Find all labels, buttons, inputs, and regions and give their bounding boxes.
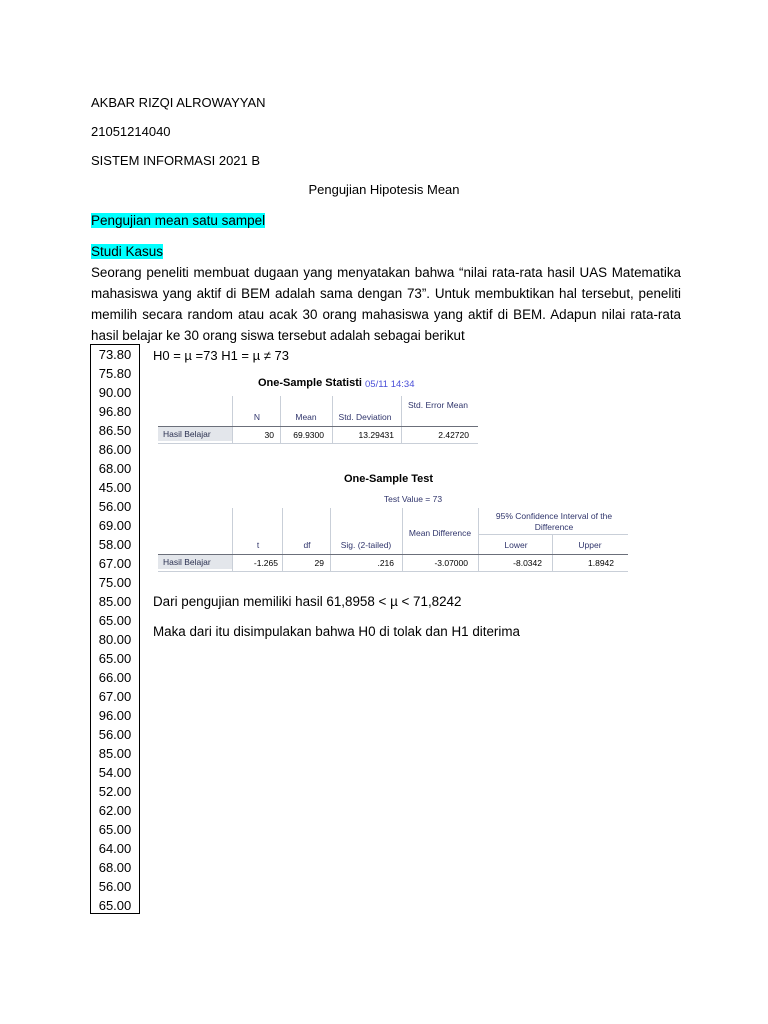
- data-value: 85.00: [98, 594, 132, 609]
- data-value: 69.00: [98, 518, 132, 533]
- data-value: 54.00: [98, 765, 132, 780]
- row-label-hasil-belajar: Hasil Belajar: [158, 555, 232, 569]
- case-study-heading: [91, 242, 163, 261]
- cell-df: 29: [314, 558, 324, 568]
- data-value: 65.00: [98, 613, 132, 628]
- data-values-list: [90, 344, 140, 914]
- data-value: 80.00: [98, 632, 132, 647]
- cell-std-deviation: 13.29431: [358, 430, 394, 440]
- cell-mean-difference: -3.07000: [434, 558, 468, 568]
- document-title: Pengujian Hipotesis Mean: [308, 182, 460, 197]
- test-value-header: Test Value = 73: [383, 494, 443, 504]
- divider: [232, 508, 233, 572]
- student-id: 21051214040: [91, 124, 171, 139]
- data-value: 58.00: [98, 537, 132, 552]
- col-header-df: df: [303, 540, 311, 550]
- data-value: 67.00: [98, 689, 132, 704]
- one-sample-test-table: [158, 470, 628, 574]
- divider: [158, 443, 478, 444]
- divider: [552, 534, 553, 572]
- test-table-title: One-Sample Test: [344, 473, 434, 485]
- cell-lower: -8.0342: [513, 558, 542, 568]
- cell-upper: 1.8942: [588, 558, 614, 568]
- data-value: 67.00: [98, 556, 132, 571]
- ci-header: 95% Confidence Interval of the Difference: [495, 511, 613, 532]
- divider: [478, 534, 628, 535]
- divider: [478, 508, 479, 572]
- case-study-heading-text: Studi Kasus: [91, 244, 164, 259]
- data-value: 45.00: [98, 480, 132, 495]
- one-sample-statistics-table: [158, 374, 488, 446]
- cell-t: -1.265: [253, 558, 278, 568]
- data-value: 64.00: [98, 841, 132, 856]
- data-value: 96.80: [98, 404, 132, 419]
- cell-sig: .216: [377, 558, 394, 568]
- hypothesis-statement: H0 = µ =73 H1 = µ ≠ 73: [153, 348, 289, 363]
- data-value: 52.00: [98, 784, 132, 799]
- cell-mean: 69.9300: [293, 430, 324, 440]
- data-value: 85.00: [98, 746, 132, 761]
- col-header-t: t: [256, 540, 260, 550]
- data-value: 66.00: [98, 670, 132, 685]
- col-header-mean-difference: Mean Difference: [408, 528, 472, 538]
- data-value: 62.00: [98, 803, 132, 818]
- data-value: 65.00: [98, 822, 132, 837]
- col-header-mean: Mean: [295, 412, 317, 422]
- col-header-upper: Upper: [578, 540, 602, 550]
- col-header-std-deviation: Std. Deviation: [338, 412, 392, 422]
- data-value: 73.80: [98, 347, 132, 362]
- author-name: AKBAR RIZQI ALROWAYYAN: [91, 95, 266, 110]
- conclusion: Maka dari itu disimpulakan bahwa H0 di tolak dan H1 diterima: [153, 624, 520, 639]
- data-value: 75.80: [98, 366, 132, 381]
- result-interval: Dari pengujian memiliki hasil 61,8958 < µ < 71,8242: [153, 594, 462, 609]
- divider: [282, 508, 283, 572]
- section-heading-text: Pengujian mean satu sampel: [91, 213, 266, 228]
- cell-n: 30: [264, 430, 274, 440]
- statistics-table-title: One-Sample Statisti: [258, 377, 362, 389]
- section-heading: [91, 211, 265, 230]
- data-value: 86.00: [98, 442, 132, 457]
- divider: [280, 396, 281, 444]
- divider: [232, 396, 233, 444]
- data-value: 86.50: [98, 423, 132, 438]
- case-paragraph: Seorang peneliti membuat dugaan yang menyatakan bahwa “nilai rata-rata hasil UAS Matematika mahasiswa yang aktif di BEM adalah sama dengan 73”. Untuk membuktikan hal tersebut, peneliti memilih secara random atau acak 30 orang mahasiswa yang aktif di BEM. Adapun nilai rata-rata hasil belajar ke 30 orang siswa tersebut adalah sebagai berikut: [91, 265, 681, 343]
- data-value: 65.00: [98, 898, 132, 913]
- data-value: 96.00: [98, 708, 132, 723]
- data-value: 90.00: [98, 385, 132, 400]
- col-header-n: N: [253, 412, 261, 422]
- divider: [332, 396, 333, 444]
- divider: [401, 396, 402, 444]
- row-label-hasil-belajar: Hasil Belajar: [158, 427, 232, 441]
- data-value: 56.00: [98, 499, 132, 514]
- col-header-lower: Lower: [504, 540, 528, 550]
- class-label: SISTEM INFORMASI 2021 B: [91, 153, 261, 168]
- data-value: 65.00: [98, 651, 132, 666]
- divider: [158, 571, 628, 572]
- cell-std-error-mean: 2.42720: [438, 430, 469, 440]
- data-value: 68.00: [98, 860, 132, 875]
- col-header-std-error-mean: Std. Error Mean: [408, 400, 468, 410]
- data-value: 75.00: [98, 575, 132, 590]
- data-value: 68.00: [98, 461, 132, 476]
- divider: [402, 508, 403, 572]
- data-value: 56.00: [98, 727, 132, 742]
- timestamp-overlay: 05/11 14:34: [365, 379, 415, 390]
- data-value: 56.00: [98, 879, 132, 894]
- col-header-sig: Sig. (2-tailed): [340, 540, 392, 550]
